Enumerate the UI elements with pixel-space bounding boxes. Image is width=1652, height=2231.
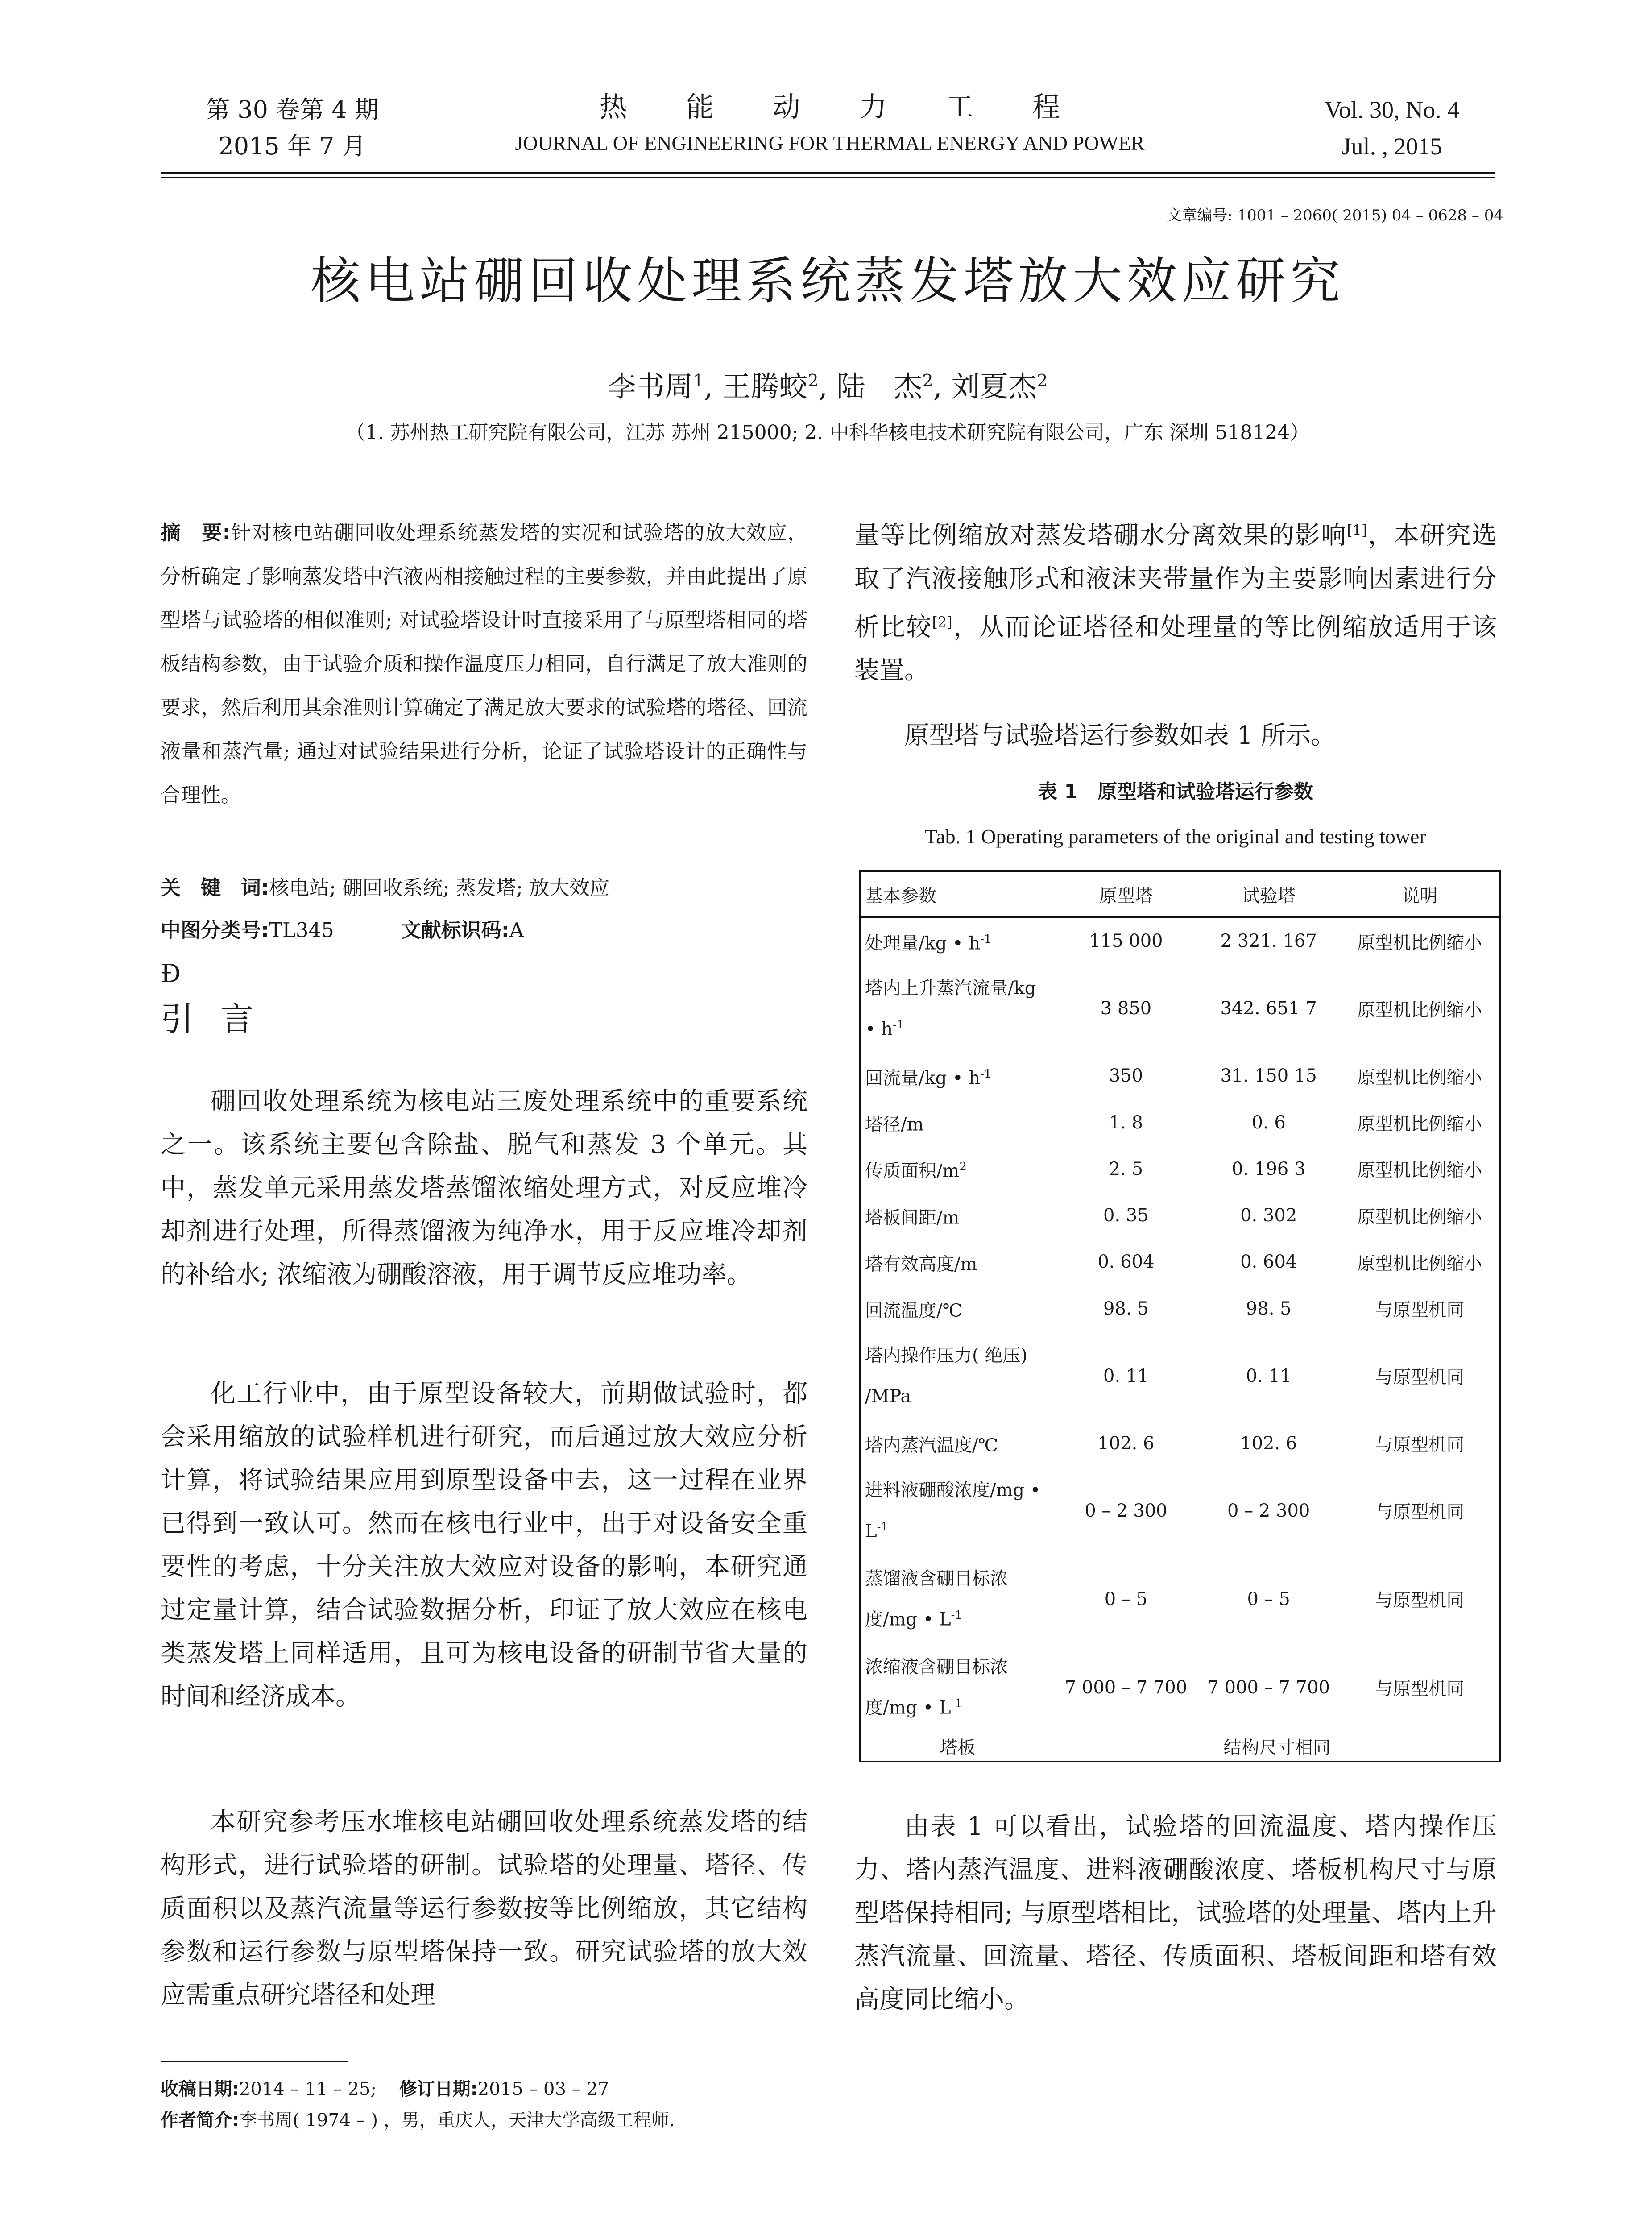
abstract-label: 摘 要: <box>161 521 231 544</box>
testing-value-cell: 7 000 – 7 700 <box>1207 1677 1330 1698</box>
param-name: 回流温度/℃ <box>865 1300 963 1321</box>
clc-label: 中图分类号: <box>161 918 269 942</box>
header-rule-thin <box>161 177 1495 178</box>
param-name: 塔有效高度/m <box>865 1254 977 1275</box>
testing-value-cell: 2 321. 167 <box>1220 931 1317 952</box>
param-name: 处理量/kg • h <box>865 933 981 954</box>
note-cell: 原型机比例缩小 <box>1357 999 1482 1020</box>
author-affil-sup: 2 <box>807 371 819 390</box>
testing-value-cell: 0. 196 3 <box>1231 1158 1306 1179</box>
footnote-author-bio <box>161 2106 807 2135</box>
section-marker: Ð <box>161 959 181 988</box>
revised-date: 2015 – 03 – 27 <box>477 2079 609 2099</box>
note-cell: 原型机比例缩小 <box>1357 932 1482 953</box>
author-separator: , <box>704 370 713 404</box>
param-unit-exponent: -1 <box>893 1018 904 1032</box>
param-name-cell <box>860 1420 1055 1467</box>
param-name: 塔内操作压力( 绝压) /MPa <box>865 1345 1027 1407</box>
author-name: 王腾蛟 <box>722 370 808 404</box>
testing-value-cell: 342. 651 7 <box>1220 998 1317 1019</box>
param-name-cell <box>860 1286 1055 1332</box>
testing-value-cell: 0. 604 <box>1240 1252 1297 1273</box>
section-heading-introduction: 引言 <box>161 1000 280 1038</box>
original-value-cell: 0. 35 <box>1103 1205 1149 1226</box>
table-header-cell: 试验塔 <box>1197 871 1340 917</box>
paragraph-text: 原型塔与试验塔运行参数如表 1 所示。 <box>904 721 1336 750</box>
table-header-cell: 说明 <box>1340 871 1500 917</box>
param-unit-exponent: -1 <box>980 1067 992 1081</box>
param-name-cell <box>860 1467 1055 1555</box>
original-value-cell: 102. 6 <box>1097 1433 1155 1454</box>
param-name: 塔内上升蒸汽流量/kg • h <box>865 978 1036 1040</box>
param-name-cell <box>860 964 1055 1053</box>
merged-value-cell: 结构尺寸相同 <box>1223 1737 1331 1758</box>
param-name: 塔板间距/m <box>865 1207 960 1228</box>
header-volume-issue-cn: 第 30 卷第 4 期 <box>206 95 379 124</box>
note-cell: 与原型机同 <box>1375 1367 1465 1388</box>
citation-ref[interactable]: [2] <box>932 613 952 630</box>
param-name-cell <box>860 1643 1055 1732</box>
testing-value-cell: 98. 5 <box>1246 1298 1292 1319</box>
author-affil-sup: 2 <box>922 371 933 390</box>
original-value-cell: 0. 11 <box>1103 1365 1149 1386</box>
header-journal <box>468 89 1191 159</box>
keywords-text: 核电站; 硼回收系统; 蒸发塔; 放大效应 <box>269 876 610 900</box>
testing-value-cell: 0 – 2 300 <box>1227 1500 1310 1521</box>
keywords-label: 关 键 词: <box>161 876 269 900</box>
testing-value-cell: 0. 11 <box>1246 1365 1292 1386</box>
param-name: 塔内蒸汽温度/℃ <box>865 1435 998 1456</box>
original-value-cell: 2. 5 <box>1109 1158 1143 1179</box>
author-name: 陆 杰 <box>836 370 923 404</box>
param-name-cell <box>860 1053 1055 1099</box>
table-intro-paragraph <box>854 714 1497 757</box>
author-affil-sup: 1 <box>693 371 704 390</box>
param-name-cell: 塔板 <box>940 1737 976 1758</box>
param-unit-exponent: 2 <box>959 1160 967 1174</box>
table-row <box>860 1555 1500 1643</box>
table-header-cell: 原型塔 <box>1055 871 1197 917</box>
note-cell: 原型机比例缩小 <box>1357 1253 1482 1274</box>
table-row <box>860 1239 1500 1285</box>
table-row <box>860 1146 1500 1192</box>
testing-value-cell: 0 – 5 <box>1247 1588 1290 1609</box>
paragraph-text: 量等比例缩放对蒸发塔硼水分离效果的影响 <box>854 521 1347 550</box>
param-name-cell <box>860 1099 1055 1146</box>
original-value-cell: 0. 604 <box>1097 1252 1155 1273</box>
table-row <box>860 1643 1500 1732</box>
table-caption-en: Tab. 1 Operating parameters of the original and testing tower <box>925 825 1426 848</box>
note-cell: 原型机比例缩小 <box>1357 1067 1482 1088</box>
original-value-cell: 0 – 2 300 <box>1085 1500 1168 1521</box>
bio-text: 李书周( 1974 – ) ，男，重庆人，天津大学高级工程师. <box>239 2110 675 2131</box>
param-name: 进料液硼酸浓度/mg • L <box>865 1480 1041 1542</box>
affiliations: （1. 苏州热工研究院有限公司，江苏 苏州 215000; 2. 中科华核电技术研究院有限公司，广东 深圳 518124） <box>345 421 1310 444</box>
param-name: 塔径/m <box>865 1114 924 1135</box>
testing-value-cell: 0. 302 <box>1240 1205 1297 1226</box>
paragraph-text: 本研究参考压水堆核电站硼回收处理系统蒸发塔的结构形式，进行试验塔的研制。试验塔的处理量、塔径、传质面积以及蒸汽流量等运行参数按等比例缩放，其它结构参数和运行参数与原型塔保持一致。研究试验塔的放大效应需重点研究塔径和处理 <box>161 1808 807 2010</box>
param-name-cell <box>860 1239 1055 1285</box>
intro-paragraph <box>161 1080 807 1296</box>
table-row <box>860 1099 1500 1146</box>
paragraph-text: ，本研究选取了汽液接触形式和液沫夹带量作为主要影响因素进行分析比较 <box>854 521 1497 642</box>
param-unit-exponent: -1 <box>877 1520 888 1534</box>
paper-title: 核电站硼回收处理系统蒸发塔放大效应研究 <box>311 252 1345 310</box>
author-name: 刘夏杰 <box>951 370 1037 404</box>
table-row <box>860 1332 1500 1420</box>
parameters-table <box>859 870 1501 1762</box>
doc-code-label: 文献标识码: <box>401 918 509 942</box>
header-volume-cn <box>176 91 408 165</box>
param-unit-exponent: -1 <box>951 1609 962 1622</box>
table-caption-cn: 表 1 原型塔和试验塔运行参数 <box>1038 780 1313 803</box>
param-name: 浓缩液含硼目标浓度/mg • L <box>865 1656 1008 1718</box>
param-name: 回流量/kg • h <box>865 1068 981 1089</box>
param-name-cell <box>860 1332 1055 1420</box>
table-row <box>860 1192 1500 1239</box>
param-unit-exponent: -1 <box>980 932 992 946</box>
testing-value-cell: 0. 6 <box>1251 1112 1286 1133</box>
table-row <box>860 917 1500 965</box>
intro-paragraph <box>161 1800 807 2017</box>
abstract-text: 针对核电站硼回收处理系统蒸发塔的实况和试验塔的放大效应，分析确定了影响蒸发塔中汽液两相接触过程的主要参数，并由此提出了原型塔与试验塔的相似准则; 对试验塔设计时直接采用了与原型塔相同的塔板结构参数，由于试验介质和操作温度压力相同，自行满足了放大准则的要求，然后利用其余准则计算确定了满足放大要求的试验塔的塔径、回流液量和蒸汽量; 通过对试验结果进行分析，论证了试验塔设计的正确性与合理性。 <box>161 521 807 807</box>
citation-ref[interactable]: [1] <box>1347 522 1367 539</box>
revised-label: 修订日期: <box>399 2079 478 2099</box>
param-name: 传质面积/m <box>865 1161 960 1182</box>
journal-name-en: JOURNAL OF ENGINEERING FOR THERMAL ENERGY AND POWER <box>515 132 1145 154</box>
author-name: 李书周 <box>607 370 693 404</box>
note-cell: 与原型机同 <box>1375 1300 1465 1321</box>
header-date-en: Jul. , 2015 <box>1341 133 1442 160</box>
table-header-cell: 基本参数 <box>860 871 1055 917</box>
author-separator: , <box>933 370 942 404</box>
header-volume-en <box>1280 91 1503 165</box>
original-value-cell: 350 <box>1109 1066 1143 1086</box>
paragraph-text: 化工行业中，由于原型设备较大，前期做试验时，都会采用缩放的试验样机进行研究，而后通过放大效应分析计算，将试验结果应用到原型设备中去，这一过程在业界已得到一致认可。然而在核电行业中，出于对设备安全重要性的考虑，十分关注放大效应对设备的影响，本研究通过定量计算，结合试验数据分析，印证了放大效应在核电类蒸发塔上同样适用，且可为核电设备的研制节省大量的时间和经济成本。 <box>161 1379 807 1711</box>
note-cell: 与原型机同 <box>1375 1590 1465 1611</box>
paragraph-text: ，从而论证塔径和处理量的等比例缩放适用于该装置。 <box>854 613 1497 685</box>
author-separator: , <box>818 370 828 404</box>
param-name: 蒸馏液含硼目标浓度/mg • L <box>865 1568 1008 1630</box>
abstract <box>161 511 807 817</box>
note-cell: 与原型机同 <box>1375 1502 1465 1523</box>
table-row <box>860 1467 1500 1555</box>
table-row <box>860 1420 1500 1467</box>
param-unit-exponent: -1 <box>951 1696 962 1710</box>
original-value-cell: 3 850 <box>1100 998 1152 1019</box>
original-value-cell: 0 – 5 <box>1104 1588 1148 1609</box>
param-name-cell <box>860 1555 1055 1643</box>
table-discussion-paragraph <box>854 1805 1497 2021</box>
author-list <box>161 361 1495 407</box>
continued-paragraph <box>854 509 1497 692</box>
note-cell: 与原型机同 <box>1375 1679 1465 1700</box>
clc-value: TL345 <box>269 918 334 942</box>
table-header-row <box>860 871 1500 917</box>
param-name-cell <box>860 1192 1055 1239</box>
original-value-cell: 98. 5 <box>1103 1298 1149 1319</box>
footnote-rule <box>161 2061 348 2062</box>
author-affil-sup: 2 <box>1037 371 1048 390</box>
classification <box>161 912 807 948</box>
testing-value-cell: 31. 150 15 <box>1220 1066 1317 1086</box>
param-name-cell <box>860 917 1055 965</box>
table-row <box>860 1286 1500 1332</box>
header-rule-thick <box>161 172 1495 174</box>
table-row <box>860 964 1500 1053</box>
journal-name-cn: 热能动力工程 <box>599 91 1119 123</box>
intro-paragraph <box>161 1372 807 1718</box>
original-value-cell: 1. 8 <box>1109 1112 1143 1133</box>
param-name-cell <box>860 1146 1055 1192</box>
note-cell: 原型机比例缩小 <box>1357 1207 1482 1227</box>
original-value-cell: 115 000 <box>1089 931 1163 952</box>
table-row <box>860 1053 1500 1099</box>
note-cell: 原型机比例缩小 <box>1357 1114 1482 1135</box>
footnote-dates <box>161 2075 807 2103</box>
keywords <box>161 870 807 906</box>
note-cell: 与原型机同 <box>1375 1435 1465 1456</box>
received-date: 2014 – 11 – 25; <box>239 2079 377 2099</box>
bio-label: 作者简介: <box>161 2110 239 2131</box>
doc-code-value: A <box>509 918 524 942</box>
article-number: 文章编号: 1001 – 2060( 2015) 04 – 0628 – 04 <box>1167 207 1503 224</box>
table-row-tray <box>860 1732 1500 1762</box>
note-cell: 原型机比例缩小 <box>1357 1160 1482 1181</box>
header-volume-issue-en: Vol. 30, No. 4 <box>1324 96 1460 123</box>
paragraph-text: 由表 1 可以看出，试验塔的回流温度、塔内操作压力、塔内蒸汽温度、进料液硼酸浓度、塔板机构尺寸与原型塔保持相同; 与原型塔相比，试验塔的处理量、塔内上升蒸汽流量、回流量、塔径、传质面积、塔板间距和塔有效高度同比缩小。 <box>854 1812 1497 2014</box>
original-value-cell: 7 000 – 7 700 <box>1064 1677 1188 1698</box>
received-label: 收稿日期: <box>161 2079 239 2099</box>
testing-value-cell: 102. 6 <box>1240 1433 1297 1454</box>
header-date-cn: 2015 年 7 月 <box>218 132 366 160</box>
paragraph-text: 硼回收处理系统为核电站三废处理系统中的重要系统之一。该系统主要包含除盐、脱气和蒸发 3 个单元。其中，蒸发单元采用蒸发塔蒸馏浓缩处理方式，对反应堆冷却剂进行处理，所得蒸馏液为纯净水，用于反应堆冷却剂的补给水; 浓缩液为硼酸溶液，用于调节反应堆功率。 <box>161 1087 807 1289</box>
